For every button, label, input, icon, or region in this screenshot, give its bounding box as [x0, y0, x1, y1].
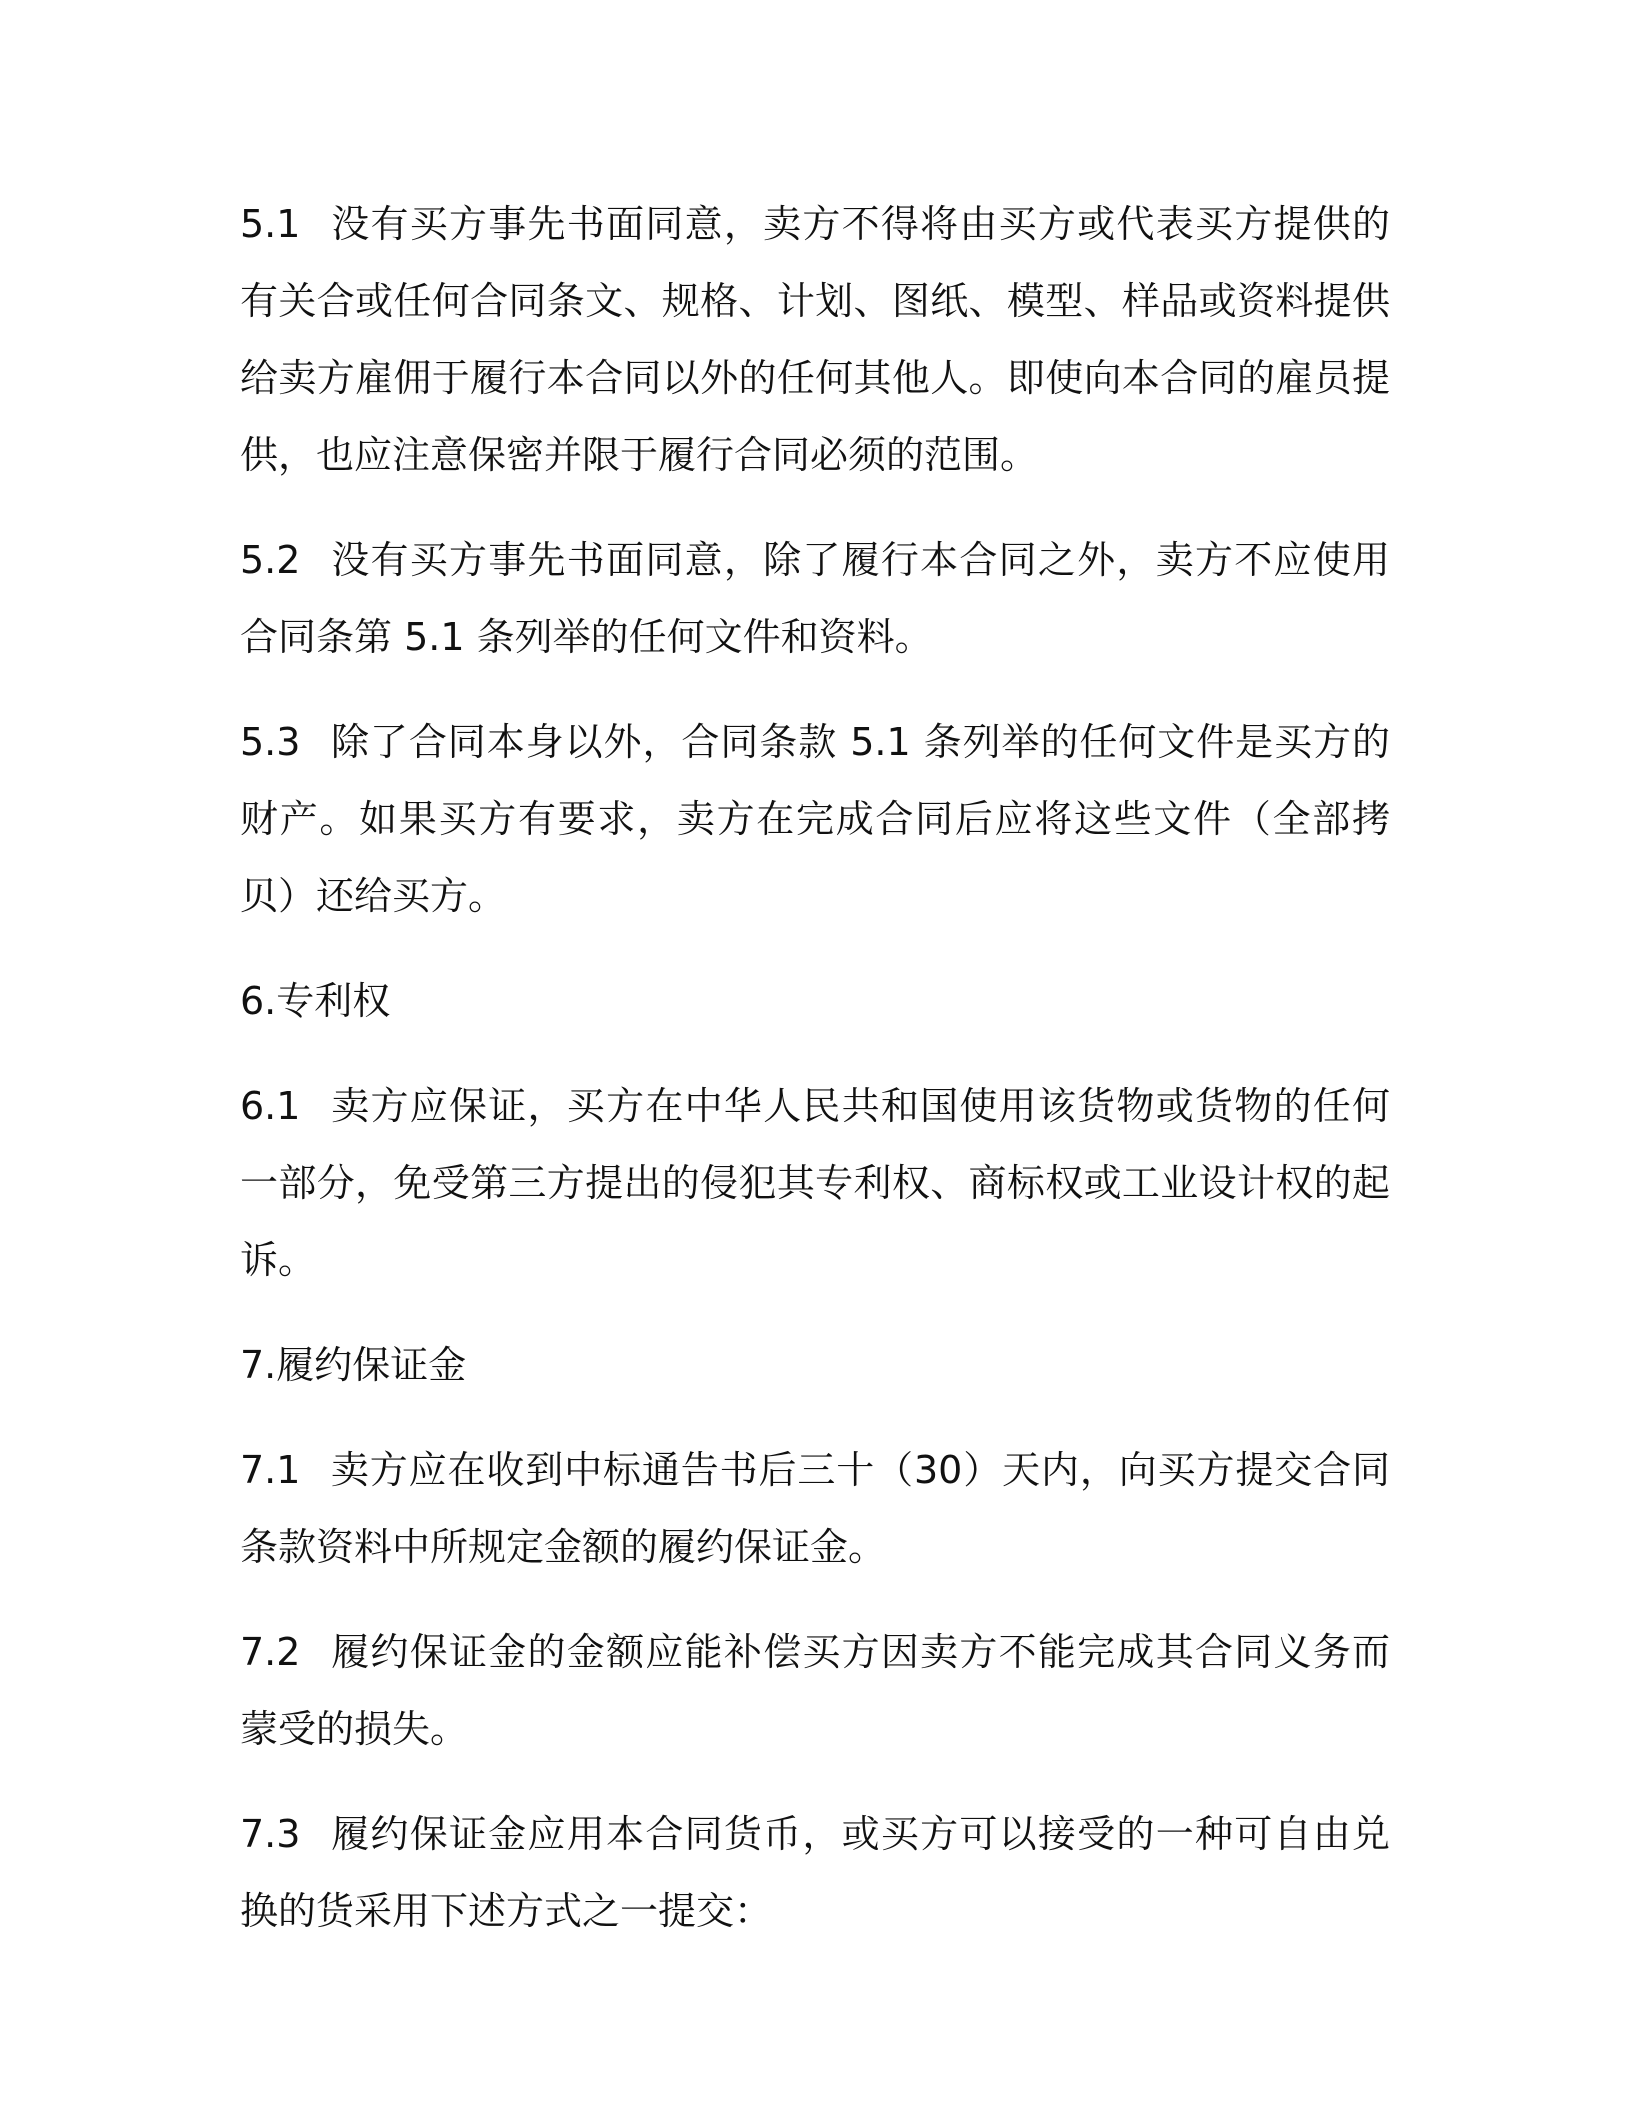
clause-number: 5.1	[240, 202, 301, 246]
clause-number: 7.3	[240, 1812, 301, 1856]
clause-5-3	[240, 704, 1390, 935]
clause-number: 6.1	[240, 1084, 301, 1128]
clause-number: 7.2	[240, 1630, 301, 1674]
clause-6-1	[240, 1068, 1390, 1299]
clause-number: 5.3	[240, 720, 301, 764]
clause-text: 没有买方事先书面同意，卖方不得将由买方或代表买方提供的有关合或任何合同条文、规格、计划、图纸、模型、样品或资料提供给卖方雇佣于履行本合同以外的任何其他人。即使向本合同的雇员提供，也应注意保密并限于履行合同必须的范围。	[240, 202, 1390, 477]
clause-text: 除了合同本身以外，合同条款 5.1 条列举的任何文件是买方的财产。如果买方有要求，卖方在完成合同后应将这些文件（全部拷贝）还给买方。	[240, 720, 1390, 918]
clause-5-2	[240, 522, 1390, 676]
clause-5-1	[240, 186, 1390, 494]
clause-text: 履约保证金的金额应能补偿买方因卖方不能完成其合同义务而蒙受的损失。	[240, 1630, 1390, 1751]
clause-number: 7.1	[240, 1448, 301, 1492]
clause-7-2	[240, 1614, 1390, 1768]
clause-text: 卖方应在收到中标通告书后三十（30）天内，向买方提交合同条款资料中所规定金额的履约保证金。	[240, 1448, 1390, 1569]
clause-number: 5.2	[240, 538, 301, 582]
clause-text: 没有买方事先书面同意，除了履行本合同之外，卖方不应使用合同条第 5.1 条列举的任何文件和资料。	[240, 538, 1390, 659]
document-body	[240, 186, 1390, 1978]
section-heading-patent: 6.专利权	[240, 979, 391, 1023]
clause-text: 卖方应保证，买方在中华人民共和国使用该货物或货物的任何一部分，免受第三方提出的侵犯其专利权、商标权或工业设计权的起诉。	[240, 1084, 1390, 1282]
clause-7-1	[240, 1432, 1390, 1586]
clause-7-3	[240, 1796, 1390, 1950]
clause-text: 履约保证金应用本合同货币，或买方可以接受的一种可自由兑换的货采用下述方式之一提交：	[240, 1812, 1390, 1933]
section-heading-performance-bond: 7.履约保证金	[240, 1343, 467, 1387]
